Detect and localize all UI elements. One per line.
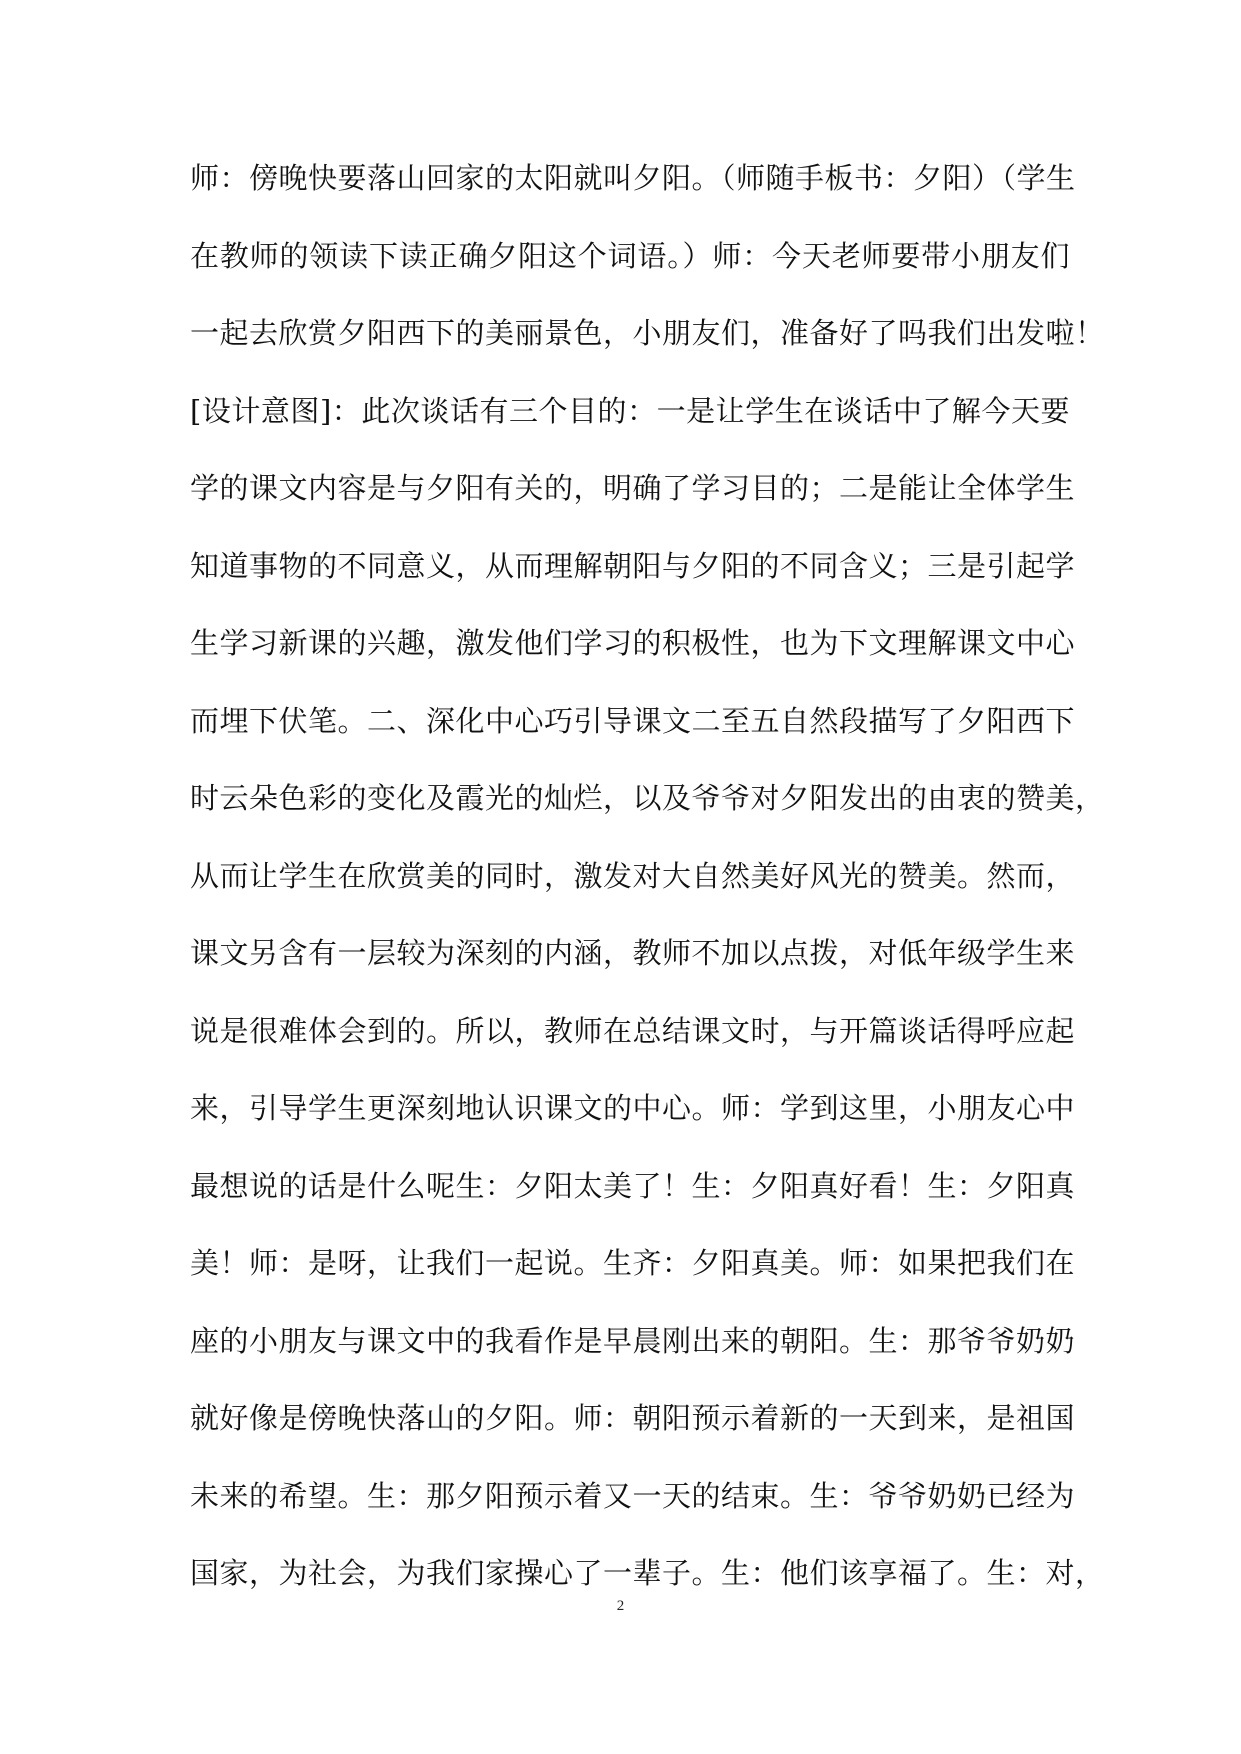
text-line: 生学习新课的兴趣，激发他们学习的积极性，也为下文理解课文中心 [190,626,1076,660]
text-line: 而埋下伏笔。二、深化中心巧引导课文二至五自然段描写了夕阳西下 [190,703,1076,738]
page-number: 2 [616,1598,625,1614]
text-line: 师：傍晚快要落山回家的太阳就叫夕阳。（师随手板书：夕阳）（学生 [190,161,1076,195]
text-line: 座的小朋友与课文中的我看作是早晨刚出来的朝阳。生：那爷爷奶奶 [190,1323,1076,1358]
text-line: 就好像是傍晚快落山的夕阳。师：朝阳预示着新的一天到来，是祖国 [190,1401,1076,1435]
text-line: [设计意图]：此次谈话有三个目的：一是让学生在谈话中了解今天要 [190,393,1070,428]
text-line: 从而让学生在欣赏美的同时，激发对大自然美好风光的赞美。然而， [190,858,1076,893]
text-line: 说是很难体会到的。所以，教师在总结课文时，与开篇谈话得呼应起 [190,1013,1076,1048]
text-line: 美！师：是呀，让我们一起说。生齐：夕阳真美。师：如果把我们在 [190,1246,1076,1280]
text-line: 未来的希望。生：那夕阳预示着又一天的结束。生：爷爷奶奶已经为 [190,1478,1076,1513]
text-line: 最想说的话是什么呢生：夕阳太美了！生：夕阳真好看！生：夕阳真 [190,1168,1076,1203]
text-line: 在教师的领读下读正确夕阳这个词语。）师：今天老师要带小朋友们 [190,238,1070,273]
text-line: 课文另含有一层较为深刻的内涵，教师不加以点拨，对低年级学生来 [190,936,1076,970]
text-line: 国家，为社会，为我们家操心了一辈子。生：他们该享福了。生：对， [190,1556,1105,1590]
text-line: 时云朵色彩的变化及霞光的灿烂，以及爷爷对夕阳发出的由衷的赞美， [190,781,1105,815]
text-line: 学的课文内容是与夕阳有关的，明确了学习目的；二是能让全体学生 [190,471,1076,505]
text-line: 来，引导学生更深刻地认识课文的中心。师：学到这里，小朋友心中 [190,1091,1076,1125]
text-line: 知道事物的不同意义，从而理解朝阳与夕阳的不同含义；三是引起学 [190,548,1076,583]
text-line: 一起去欣赏夕阳西下的美丽景色，小朋友们，准备好了吗我们出发啦！ [190,316,1105,350]
body-text [190,140,1105,1613]
